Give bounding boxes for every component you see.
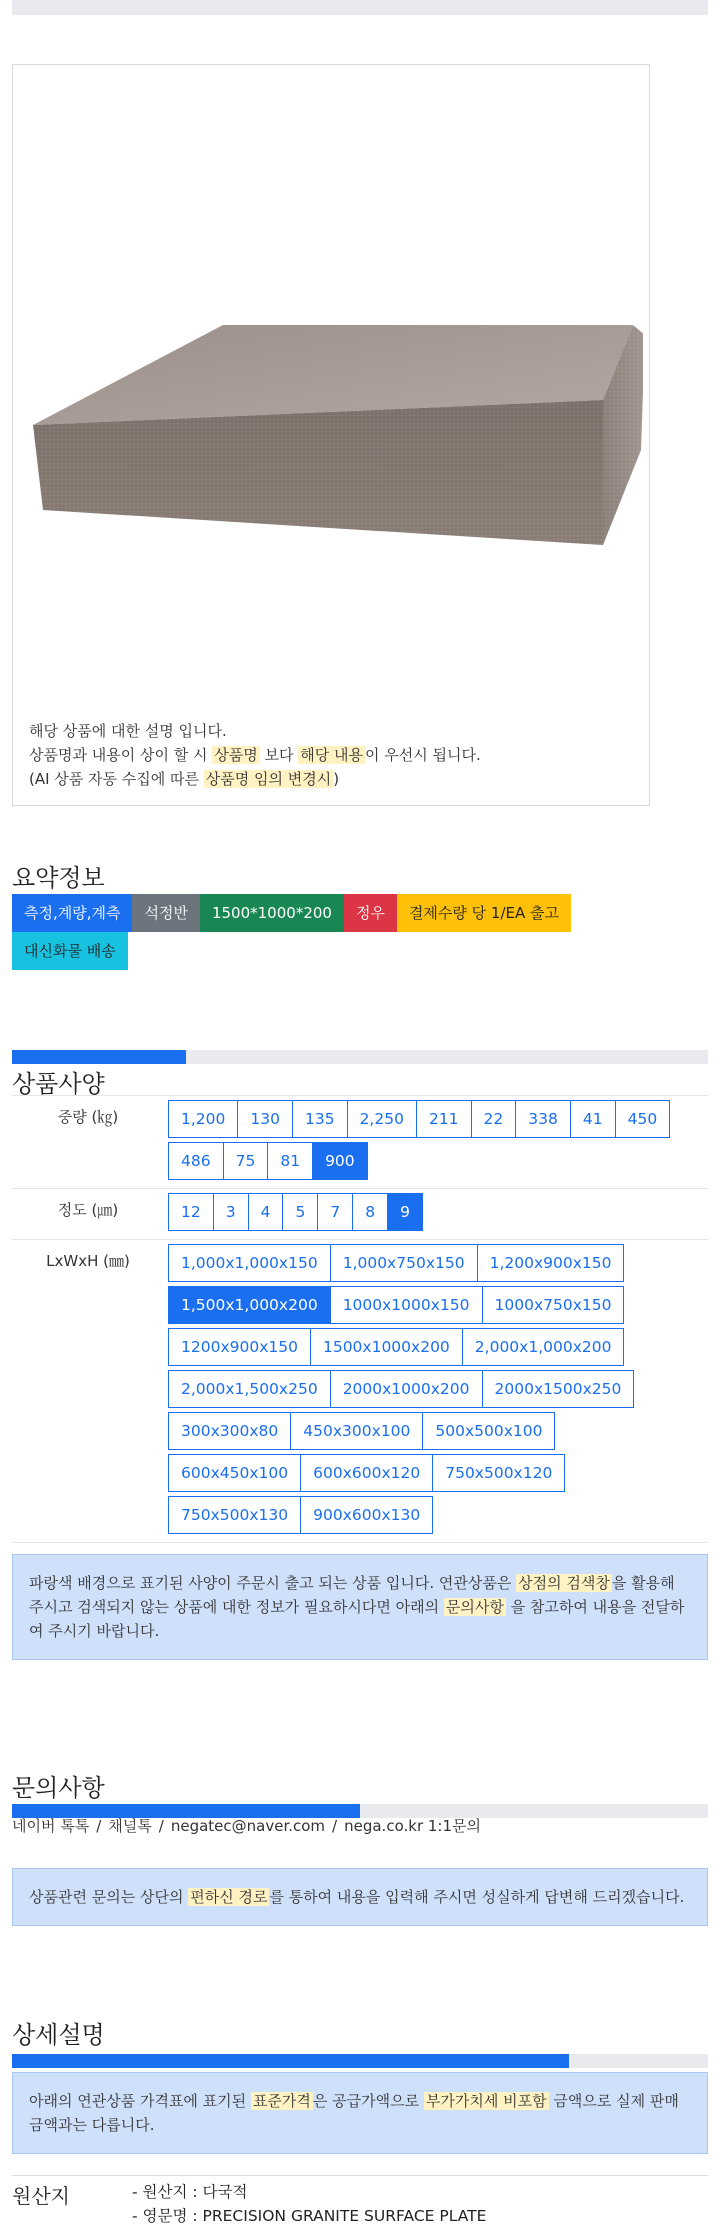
description-text: 상품명과 내용이 상이 할 시 [29, 746, 213, 764]
spec-option[interactable]: 1000x1000x150 [330, 1286, 483, 1324]
contact-links [12, 1815, 481, 1836]
detail-notice-text: 은 공급가액으로 [312, 2092, 424, 2110]
spec-option[interactable]: 1,000x750x150 [330, 1244, 478, 1282]
spec-option[interactable]: 2000x1000x200 [330, 1370, 483, 1408]
spec-options [164, 1096, 708, 1189]
contact-link[interactable]: 채널톡 [108, 1817, 152, 1835]
spec-notice-text: 파랑색 배경으로 표기된 사양이 주문시 출고 되는 상품 입니다. 연관상품은 [29, 1574, 517, 1592]
inquiry-notice-text: 상품관련 문의는 상단의 [29, 1888, 189, 1906]
spec-notice-text: 을 참고하여 내용을 전달하여 주시기 바랍니다. [29, 1598, 685, 1640]
summary-tag: 측정,계량,계측 [12, 894, 132, 932]
product-image-box [12, 64, 650, 806]
contact-separator: / [96, 1817, 102, 1835]
summary-tag: 대신화물 배송 [12, 932, 128, 970]
spec-option[interactable]: 12 [168, 1193, 214, 1231]
product-description [29, 719, 481, 791]
contact-separator: / [332, 1817, 338, 1835]
summary-title: 요약정보 [12, 864, 105, 892]
top-divider-bar [12, 0, 708, 15]
spec-option[interactable]: 450 [615, 1100, 671, 1138]
inquiry-notice [12, 1868, 708, 1926]
spec-notice-highlight: 상점의 검색창 [518, 1574, 610, 1592]
description-text: 해당 상품에 대한 설명 입니다. [29, 722, 227, 740]
spec-row [12, 1096, 708, 1189]
spec-option[interactable]: 22 [471, 1100, 517, 1138]
spec-option[interactable]: 1200x900x150 [168, 1328, 311, 1366]
spec-option[interactable]: 2,000x1,000x200 [462, 1328, 625, 1366]
summary-tag: 정우 [344, 894, 397, 932]
specs-title: 상품사양 [12, 1070, 105, 1098]
spec-label: 중량 (㎏) [12, 1096, 164, 1189]
spec-option[interactable]: 211 [416, 1100, 472, 1138]
spec-option[interactable]: 81 [267, 1142, 313, 1180]
spec-option[interactable]: 600x450x100 [168, 1454, 301, 1492]
contact-separator: / [158, 1817, 164, 1835]
spec-option[interactable]: 75 [223, 1142, 269, 1180]
origin-label: 원산지 [12, 2184, 70, 2208]
spec-option[interactable]: 1,200 [168, 1100, 238, 1138]
granite-plate-image [23, 245, 643, 575]
spec-option[interactable]: 500x500x100 [422, 1412, 555, 1450]
spec-option[interactable]: 8 [352, 1193, 388, 1231]
description-text: (AI 상품 자동 수집에 따른 [29, 770, 204, 788]
spec-option[interactable]: 2,250 [347, 1100, 417, 1138]
description-text: 보다 [259, 746, 299, 764]
description-highlight: 상품명 [214, 746, 258, 764]
spec-option[interactable]: 5 [282, 1193, 318, 1231]
spec-table [12, 1095, 708, 1543]
detail-notice-text: 금액으로 실제 판매금액과는 다릅니다. [29, 2092, 679, 2134]
spec-option[interactable]: 750x500x130 [168, 1496, 301, 1534]
contact-link[interactable]: nega.co.kr 1:1문의 [344, 1817, 481, 1835]
description-line [29, 743, 481, 767]
summary-tag: 석정반 [132, 894, 199, 932]
spec-row [12, 1189, 708, 1240]
inquiry-title: 문의사항 [12, 1774, 105, 1802]
origin-divider [12, 2175, 708, 2176]
spec-options [164, 1240, 708, 1543]
detail-notice-highlight: 부가가치세 비포함 [425, 2092, 547, 2110]
spec-option[interactable]: 750x500x120 [432, 1454, 565, 1492]
detail-notice-text: 아래의 연관상품 가격표에 표기된 [29, 2092, 251, 2110]
spec-option[interactable]: 1500x1000x200 [310, 1328, 463, 1366]
contact-link[interactable]: negatec@naver.com [170, 1817, 326, 1835]
summary-tags [12, 894, 612, 970]
spec-option[interactable]: 300x300x80 [168, 1412, 291, 1450]
description-line [29, 719, 481, 743]
spec-option-selected[interactable]: 900 [312, 1142, 368, 1180]
spec-option[interactable]: 4 [248, 1193, 284, 1231]
description-highlight: 해당 내용 [300, 746, 363, 764]
origin-list [132, 2180, 486, 2228]
description-line [29, 767, 481, 791]
spec-option[interactable]: 338 [515, 1100, 571, 1138]
spec-option[interactable]: 2,000x1,500x250 [168, 1370, 331, 1408]
spec-option[interactable]: 41 [570, 1100, 616, 1138]
spec-option[interactable]: 600x600x120 [300, 1454, 433, 1492]
spec-option-selected[interactable]: 9 [387, 1193, 423, 1231]
detail-notice-highlight: 표준가격 [252, 2092, 311, 2110]
origin-item: - 영문명 : PRECISION GRANITE SURFACE PLATE [132, 2207, 487, 2225]
inquiry-notice-highlight: 편하신 경로 [190, 1888, 268, 1906]
inquiry-notice-text: 를 통하여 내용을 입력해 주시면 성실하게 답변해 드리겠습니다. [269, 1888, 685, 1906]
spec-option[interactable]: 135 [292, 1100, 348, 1138]
description-text: 이 우선시 됩니다. [364, 746, 481, 764]
description-highlight: 상품명 임의 변경시 [205, 770, 332, 788]
detail-progress-bar [12, 2054, 708, 2068]
spec-option[interactable]: 450x300x100 [290, 1412, 423, 1450]
spec-notice-text: 을 활용해 주시고 검색되지 않는 상품에 대한 정보가 필요하시다면 아래의 [29, 1574, 675, 1616]
spec-option[interactable]: 486 [168, 1142, 224, 1180]
detail-notice [12, 2072, 708, 2154]
spec-row [12, 1240, 708, 1543]
spec-label: 정도 (㎛) [12, 1189, 164, 1240]
spec-notice-highlight: 문의사항 [445, 1598, 504, 1616]
summary-tag: 결제수량 당 1/EA 출고 [397, 894, 571, 932]
spec-option[interactable]: 1,000x1,000x150 [168, 1244, 331, 1282]
spec-option[interactable]: 3 [213, 1193, 249, 1231]
origin-item: - 원산지 : 다국적 [132, 2183, 248, 2201]
spec-notice [12, 1554, 708, 1660]
spec-label: LxWxH (㎜) [12, 1240, 164, 1543]
detail-title: 상세설명 [12, 2021, 105, 2049]
summary-tag: 1500*1000*200 [200, 894, 344, 932]
spec-option[interactable]: 130 [237, 1100, 293, 1138]
contact-link[interactable]: 네이버 톡톡 [12, 1817, 90, 1835]
spec-options [164, 1189, 708, 1240]
spec-option[interactable]: 1,200x900x150 [477, 1244, 625, 1282]
spec-option[interactable]: 1000x750x150 [482, 1286, 625, 1324]
specs-progress-bar [12, 1050, 708, 1064]
spec-option[interactable]: 2000x1500x250 [482, 1370, 635, 1408]
spec-option-selected[interactable]: 1,500x1,000x200 [168, 1286, 331, 1324]
spec-option[interactable]: 900x600x130 [300, 1496, 433, 1534]
description-text: ) [333, 770, 340, 788]
spec-option[interactable]: 7 [317, 1193, 353, 1231]
